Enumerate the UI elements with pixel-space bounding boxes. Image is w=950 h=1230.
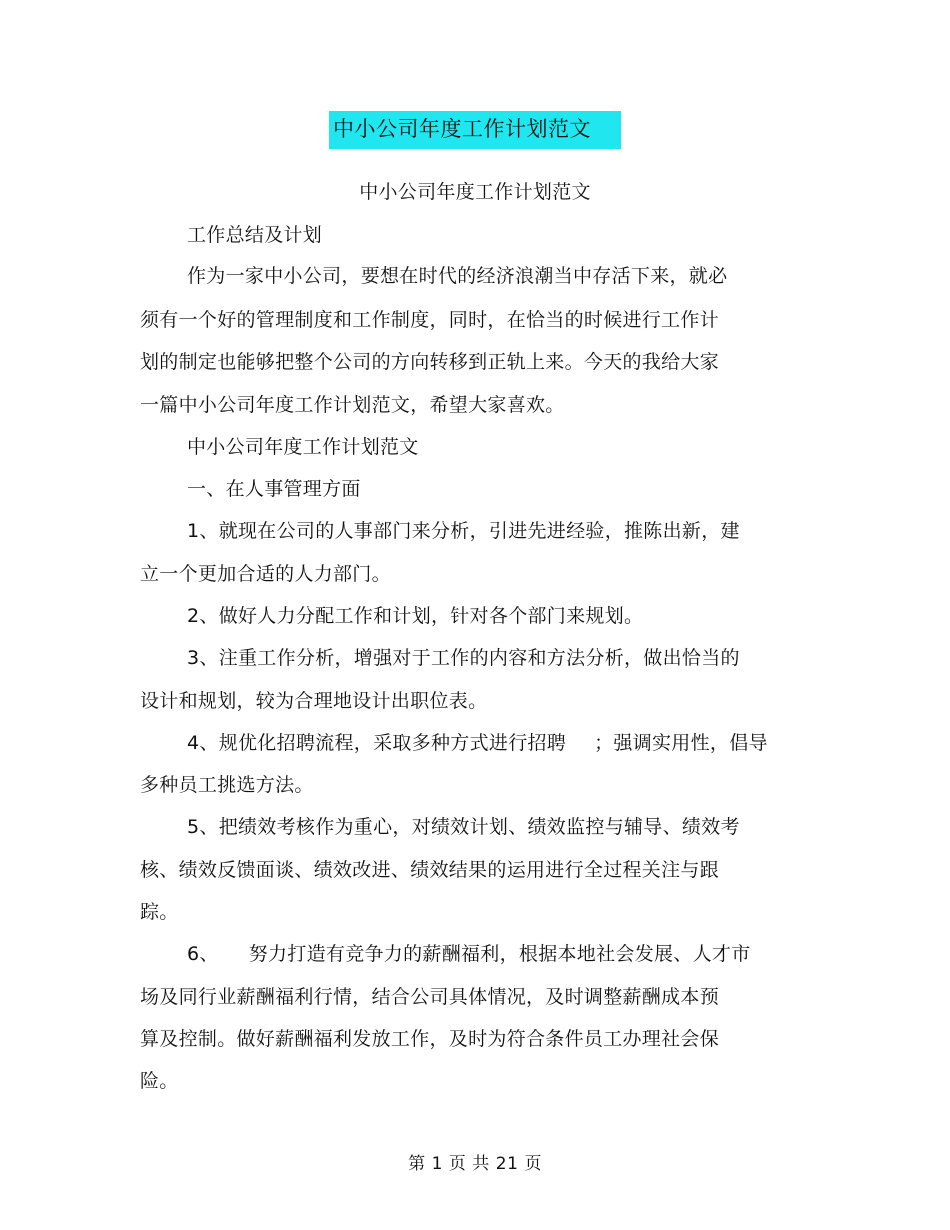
heading-work-summary: 工作总结及计划: [187, 224, 323, 246]
list-item-line: 踪。: [140, 901, 179, 923]
paragraph-line: 一篇中小公司年度工作计划范文，希望大家喜欢。: [140, 394, 565, 416]
paragraph-line: 须有一个好的管理制度和工作制度，同时，在恰当的时候进行工作计: [140, 309, 720, 331]
list-item-line: 多种员工挑选方法。: [140, 774, 314, 796]
footer-prefix: 第: [408, 1154, 426, 1174]
list-item-line: [187, 731, 768, 755]
list-item-text: ；强调实用性，倡导: [594, 732, 768, 754]
highlighted-title: 中小公司年度工作计划范文: [329, 111, 621, 149]
total-pages-number: 21: [495, 1154, 519, 1174]
list-item-line: 3、注重工作分析，增强对于工作的内容和方法分析，做出恰当的: [187, 647, 740, 669]
list-item-line: 场及同行业薪酬福利行情，结合公司具体情况，及时调整薪酬成本预: [140, 986, 720, 1008]
paragraph-line: 划的制定也能够把整个公司的方向转移到正轨上来。今天的我给大家: [140, 351, 720, 373]
paragraph-line: 作为一家中小公司，要想在时代的经济浪潮当中存活下来，就必: [187, 265, 728, 287]
footer-mid: 页 共: [448, 1154, 490, 1174]
list-item-line: 5、把绩效考核作为重心，对绩效计划、绩效监控与辅导、绩效考: [187, 816, 740, 838]
list-item-line: 立一个更加合适的人力部门。: [140, 563, 391, 585]
list-item-line: 2、做好人力分配工作和计划，针对各个部门来规划。: [187, 605, 644, 627]
list-item-line: 1、就现在公司的人事部门来分析，引进先进经验，推陈出新，建: [187, 520, 740, 542]
list-item-number: 6、: [187, 943, 219, 965]
section-heading: 中小公司年度工作计划范文: [187, 436, 419, 458]
list-item-line: 核、绩效反馈面谈、绩效改进、绩效结果的运用进行全过程关注与跟: [140, 859, 720, 881]
list-item-line: 设计和规划，较为合理地设计出职位表。: [140, 690, 488, 712]
list-item-line: 险。: [140, 1070, 179, 1092]
page-footer: [0, 1153, 950, 1175]
list-item-line: 算及控制。做好薪酬福利发放工作，及时为符合条件员工办理社会保: [140, 1028, 720, 1050]
list-item-text: 努力打造有竞争力的薪酬福利，根据本地社会发展、人才市: [248, 943, 751, 965]
subtitle: 中小公司年度工作计划范文: [359, 181, 591, 203]
current-page-number: 1: [431, 1154, 443, 1174]
list-item-line: [187, 942, 751, 966]
section-heading: 一、在人事管理方面: [187, 478, 361, 500]
footer-suffix: 页: [524, 1154, 542, 1174]
title-row: [0, 111, 950, 149]
list-item-text: 4、规优化招聘流程，采取多种方式进行招聘: [187, 732, 567, 754]
